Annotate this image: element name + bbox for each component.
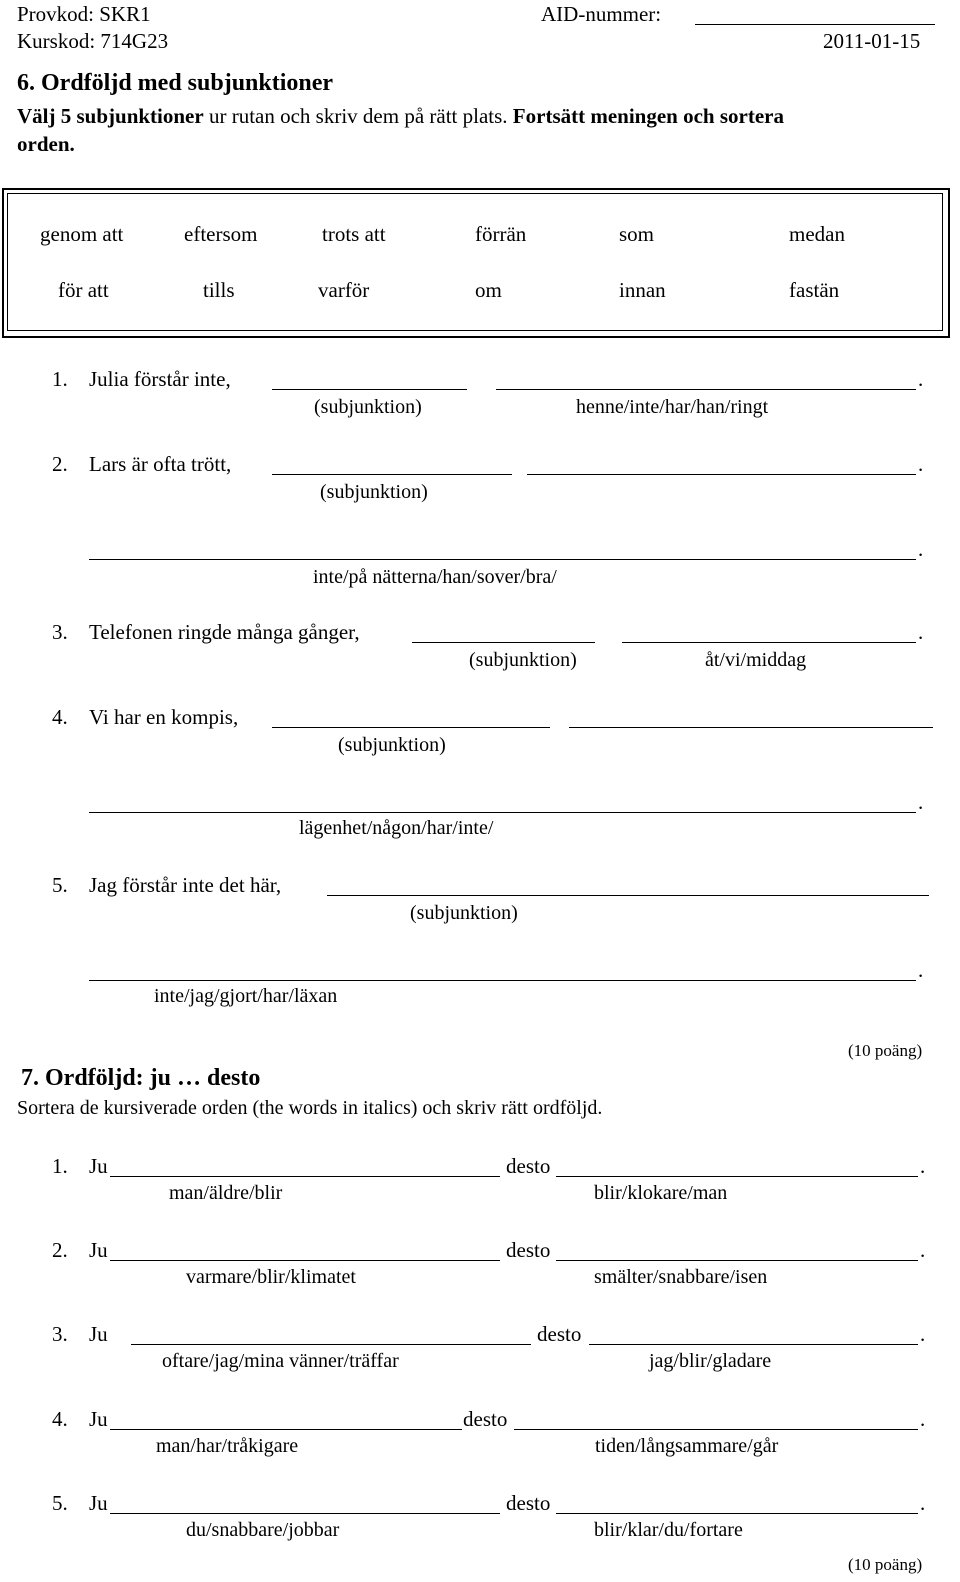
item-number: 4. [52,705,68,729]
aid-label: AID-nummer: [541,2,662,26]
period: . [918,790,924,814]
subjunction-answer-line[interactable] [272,389,467,390]
item-sentence: Julia förstår inte, [89,367,231,391]
box-word: varför [318,278,370,302]
instr-line-2: orden. [17,132,75,156]
word-hint: oftare/jag/mina vänner/träffar [162,1350,399,1372]
word-hint: inte/jag/gjort/har/läxan [154,985,338,1007]
sentence-answer-line[interactable] [89,812,916,813]
sentence-answer-line[interactable] [89,559,916,560]
period: . [920,1154,926,1178]
period: . [918,958,924,982]
provkod-label: Provkod: SKR1 [17,2,151,26]
period: . [920,1407,926,1431]
ju-answer-line[interactable] [110,1429,462,1430]
item-number: 2. [52,452,68,476]
section6-points: (10 poäng) [848,1041,923,1060]
word-hint: blir/klokare/man [594,1182,728,1204]
item-number: 5. [52,873,68,897]
section6-title: 6. Ordföljd med subjunktioner [17,70,334,96]
sentence-answer-line[interactable] [622,642,916,643]
box-word: om [475,278,502,302]
desto-label: desto [506,1238,551,1262]
subjunction-answer-line[interactable] [272,727,550,728]
period: . [918,452,924,476]
section6-instructions [17,104,784,129]
desto-label: desto [506,1491,551,1515]
period: . [920,1238,926,1262]
box-word: fastän [789,278,840,302]
aid-input-line[interactable] [695,24,935,25]
desto-label: desto [537,1322,582,1346]
word-hint: man/har/tråkigare [156,1435,299,1457]
word-hint: du/snabbare/jobbar [186,1519,340,1541]
item-number: 3. [52,1322,68,1346]
instr-bold-2: Fortsätt meningen och sortera [512,104,784,128]
box-word: som [619,222,655,246]
sentence-answer-line[interactable] [89,980,916,981]
ju-label: Ju [89,1322,108,1346]
word-hint: jag/blir/gladare [649,1350,772,1372]
item-number: 5. [52,1491,68,1515]
item-number: 1. [52,367,68,391]
period: . [918,537,924,561]
period: . [918,367,924,391]
word-hint: åt/vi/middag [705,649,807,671]
kurskod-label: Kurskod: 714G23 [17,29,169,53]
subjunction-hint: (subjunktion) [320,481,428,503]
box-word: tills [203,278,235,302]
section7-title: 7. Ordföljd: ju … desto [21,1065,261,1091]
ju-answer-line[interactable] [110,1260,500,1261]
exam-date: 2011-01-15 [823,29,921,53]
desto-answer-line[interactable] [514,1429,918,1430]
box-word: för att [58,278,109,302]
box-word: eftersom [184,222,258,246]
item-number: 4. [52,1407,68,1431]
ju-label: Ju [89,1154,108,1178]
ju-label: Ju [89,1238,108,1262]
box-word: genom att [40,222,124,246]
desto-answer-line[interactable] [556,1260,918,1261]
subjunction-hint: (subjunktion) [314,396,422,418]
period: . [920,1322,926,1346]
section7-points: (10 poäng) [848,1555,923,1574]
item-number: 3. [52,620,68,644]
ju-answer-line[interactable] [131,1344,531,1345]
desto-answer-line[interactable] [556,1513,918,1514]
sentence-answer-line[interactable] [569,727,933,728]
word-hint: lägenhet/någon/har/inte/ [299,817,494,839]
period: . [920,1491,926,1515]
ju-label: Ju [89,1407,108,1431]
box-word: innan [619,278,666,302]
word-hint: man/äldre/blir [169,1182,283,1204]
subjunction-answer-line[interactable] [272,474,512,475]
item-sentence: Telefonen ringde många gånger, [89,620,360,644]
subjunction-answer-line[interactable] [412,642,595,643]
item-sentence: Lars är ofta trött, [89,452,232,476]
item-sentence: Jag förstår inte det här, [89,873,282,897]
box-word: trots att [322,222,386,246]
ju-label: Ju [89,1491,108,1515]
sentence-answer-line[interactable] [527,474,916,475]
word-hint: smälter/snabbare/isen [594,1266,768,1288]
ju-answer-line[interactable] [110,1176,500,1177]
subjunction-answer-line[interactable] [327,895,929,896]
word-hint: blir/klar/du/fortare [594,1519,743,1541]
word-hint: varmare/blir/klimatet [186,1266,356,1288]
box-word: förrän [475,222,527,246]
subjunction-hint: (subjunktion) [410,902,518,924]
section7-instructions: Sortera de kursiverade orden (the words in italics) och skriv rätt ordföljd. [17,1097,603,1119]
desto-label: desto [463,1407,508,1431]
item-number: 2. [52,1238,68,1262]
period: . [918,620,924,644]
item-number: 1. [52,1154,68,1178]
instr-normal: ur rutan och skriv dem på rätt plats. [203,104,513,128]
sentence-answer-line[interactable] [496,389,916,390]
word-hint: tiden/långsammare/går [595,1435,779,1457]
ju-answer-line[interactable] [110,1513,500,1514]
subjunction-hint: (subjunktion) [338,734,446,756]
item-sentence: Vi har en kompis, [89,705,239,729]
desto-answer-line[interactable] [589,1344,918,1345]
word-hint: henne/inte/har/han/ringt [576,396,769,418]
word-hint: inte/på nätterna/han/sover/bra/ [313,566,557,588]
box-word: medan [789,222,845,246]
instr-bold-1: Välj 5 subjunktioner [17,104,204,128]
desto-label: desto [506,1154,551,1178]
word-box-inner [7,193,943,331]
subjunction-hint: (subjunktion) [469,649,577,671]
desto-answer-line[interactable] [556,1176,918,1177]
